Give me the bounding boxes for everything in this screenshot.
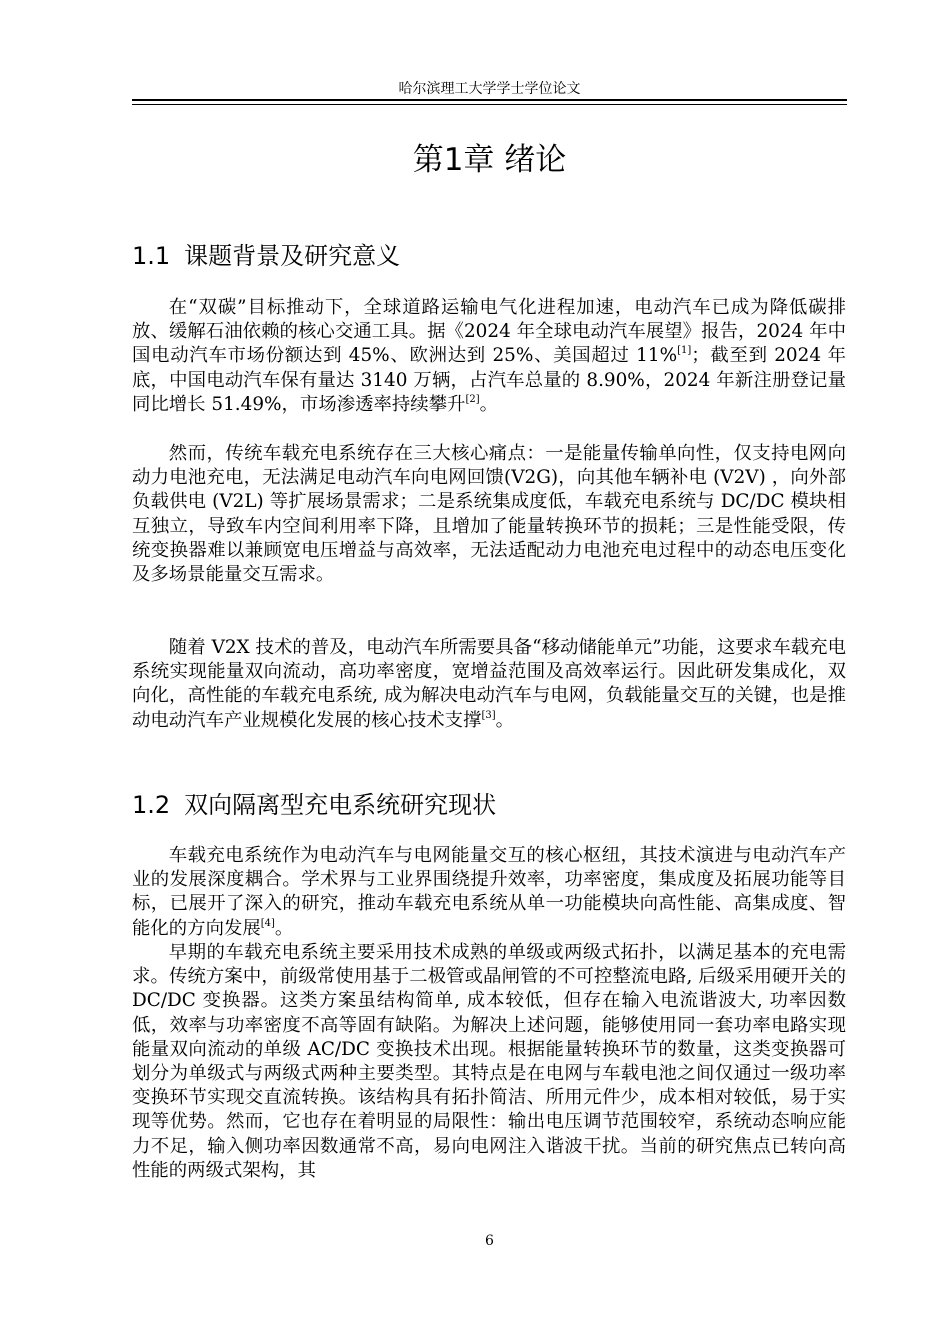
paragraph-background bbox=[132, 296, 846, 417]
citation-ref: [1] bbox=[677, 345, 692, 357]
paragraph-text: 。 bbox=[479, 393, 499, 415]
chapter-title: 第1章 绪论 bbox=[412, 142, 567, 178]
citation-ref: [4] bbox=[260, 917, 275, 929]
paragraph-text: 随着 V2X 技术的普及，电动汽车所需要具备“移动储能单元”功能，这要求车载充电系统实现能量双向流动，高功率密度，宽增益范围及高效率运行。因此研发集成化，双向化，高性能的车载充电系统, 成为解决电动汽车与电网，负载能量交互的关键，也是推动电动汽车产业规模化发展的核心技术支撑 bbox=[132, 637, 846, 731]
paragraph-v2x bbox=[132, 636, 846, 733]
section-title: 课题背景及研究意义 bbox=[184, 242, 401, 270]
header-rule-thin bbox=[132, 104, 847, 105]
paragraph-text: 。 bbox=[495, 709, 515, 731]
paragraph-text: 在“双碳”目标推动下，全球道路运输电气化进程加速，电动汽车已成为降低碳排放、缓解石油依赖的核心交通工具。据《2024 年全球电动汽车展望》报告，2024 年中国电动汽车市场份额达到 45%、欧洲达到 25%、美国超过 11% bbox=[132, 297, 846, 367]
section-heading-1-2 bbox=[132, 785, 496, 820]
citation-ref: [2] bbox=[465, 393, 480, 405]
header-rule bbox=[132, 99, 847, 101]
paragraph-text: 。 bbox=[274, 917, 294, 939]
paragraph-text: ；截至到 2024 年底，中国电动汽车保有量达 3140 万辆，占汽车总量的 8.90%，2024 年新注册登记量同比增长 51.49%，市场渗透率持续攀升 bbox=[132, 345, 846, 415]
paragraph-text: 车载充电系统作为电动汽车与电网能量交互的核心枢纽，其技术演进与电动汽车产业的发展深度耦合。学术界与工业界围绕提升效率，功率密度，集成度及拓展功能等目标，已展开了深入的研究，推动车载充电系统从单一功能模块向高性能、高集成度、智能化的方向发展 bbox=[132, 845, 846, 939]
page-header: 哈尔滨理工大学学士学位论文 bbox=[398, 81, 581, 97]
paragraph-pain-points: 然而，传统车载充电系统存在三大核心痛点：一是能量传输单向性，仅支持电网向动力电池充电，无法满足电动汽车向电网回馈(V2G)，向其他车辆补电 (V2V) ，向外部负载供电 (V2L) 等扩展场景需求；二是系统集成度低，车载充电系统与 DC/DC 模块相互独立，导致车内空间利用率下降，且增加了能量转换环节的损耗；三是性能受限，传统变换器难以兼顾宽电压增益与高效率，无法适配动力电池充电过程中的动态电压变化及多场景能量交互需求。 bbox=[132, 443, 846, 586]
section-number: 1.1 bbox=[132, 242, 171, 270]
section-heading-1-1 bbox=[132, 236, 400, 271]
citation-ref: [3] bbox=[481, 709, 496, 721]
paragraph-overview bbox=[132, 844, 846, 941]
section-title: 双向隔离型充电系统研究现状 bbox=[184, 791, 497, 819]
section-number: 1.2 bbox=[132, 791, 171, 819]
paragraph-early-systems: 早期的车载充电系统主要采用技术成熟的单级或两级式拓扑，以满足基本的充电需求。传统方案中，前级常使用基于二极管或晶闸管的不可控整流电路, 后级采用硬开关的 DC/DC 变换器。这类方案虽结构简单, 成本较低，但存在输入电流谐波大, 功率因数低，效率与功率密度不高等固有缺陷。为解决上述问题，能够使用同一套功率电路实现能量双向流动的单级 AC/DC 变换技术出现。根据能量转换环节的数量，这类变换器可划分为单级式与两级式两种主要类型。其特点是在电网与车载电池之间仅通过一级功率变换环节实现交直流转换。该结构具有拓扑简洁、所用元件少，成本相对较低，易于实现等优势。然而，它也存在着明显的局限性：输出电压调节范围较窄，系统动态响应能力不足，输入侧功率因数通常不高，易向电网注入谐波干扰。当前的研究焦点已转向高性能的两级式架构，其 bbox=[132, 942, 846, 1181]
page-number: 6 bbox=[485, 1233, 494, 1249]
